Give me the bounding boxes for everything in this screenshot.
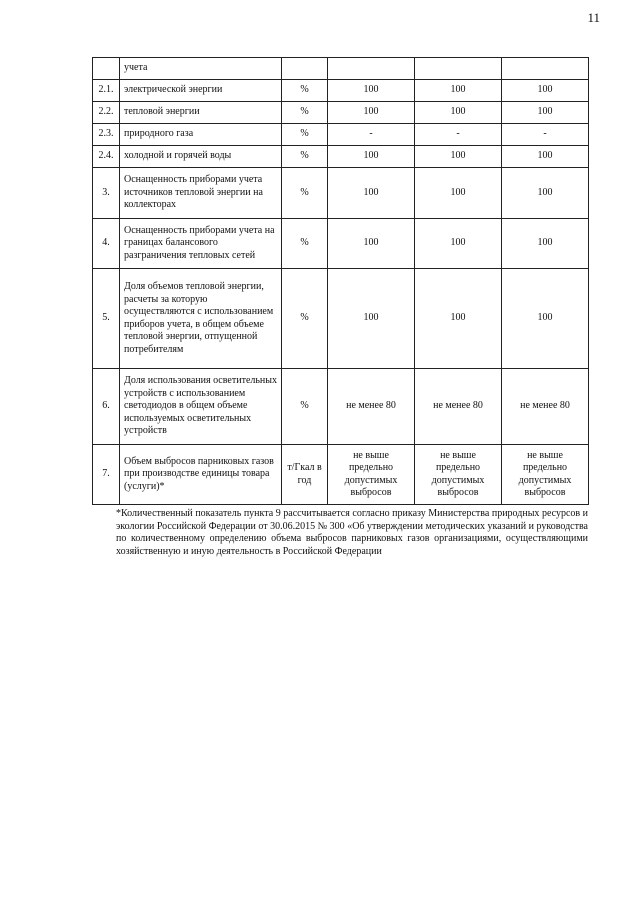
row-indicator-name: Оснащенность приборами учета источников тепловой энергии на коллекторах	[120, 168, 282, 219]
row-value-2: не менее 80	[415, 369, 502, 445]
row-value-3: 100	[502, 219, 589, 269]
row-value-3: 100	[502, 269, 589, 369]
row-value-3: 100	[502, 80, 589, 102]
row-unit: %	[282, 269, 328, 369]
table-row	[93, 445, 589, 505]
row-number: 3.	[93, 168, 120, 219]
row-value-1: 100	[328, 146, 415, 168]
row-number: 7.	[93, 445, 120, 505]
row-indicator-name: Доля использования осветительных устройств с использованием светодиодов в общем объеме используемых осветительных устройств	[120, 369, 282, 445]
row-number	[93, 58, 120, 80]
row-value-1: 100	[328, 168, 415, 219]
row-indicator-name: тепловой энергии	[120, 102, 282, 124]
row-value-1: 100	[328, 219, 415, 269]
table-row	[93, 168, 589, 219]
row-indicator-name: Объем выбросов парниковых газов при производстве единицы товара (услуги)*	[120, 445, 282, 505]
row-unit: %	[282, 219, 328, 269]
row-number: 2.1.	[93, 80, 120, 102]
row-value-2: 100	[415, 269, 502, 369]
table-row	[93, 146, 589, 168]
row-value-2: 100	[415, 80, 502, 102]
indicators-table	[92, 57, 589, 505]
row-value-1: -	[328, 124, 415, 146]
row-unit: %	[282, 168, 328, 219]
row-indicator-name: электрической энергии	[120, 80, 282, 102]
row-unit: %	[282, 102, 328, 124]
row-value-1: 100	[328, 102, 415, 124]
row-value-1: 100	[328, 269, 415, 369]
table-row	[93, 102, 589, 124]
row-value-3: не менее 80	[502, 369, 589, 445]
row-value-2: 100	[415, 168, 502, 219]
row-value-3: 100	[502, 146, 589, 168]
table-row	[93, 80, 589, 102]
row-unit: %	[282, 80, 328, 102]
footnote: *Количественный показатель пункта 9 рассчитывается согласно приказу Министерства природных ресурсов и экологии Российской Федерации от 30.06.2015 № 300 «Об утверждении методических указаний и руководства по количественному определению объема выбросов парниковых газов организациями, осуществляющими хозяйственную и иную деятельность в Российской Федерации	[116, 508, 588, 557]
row-value-3: -	[502, 124, 589, 146]
row-indicator-name: Оснащенность приборами учета на границах балансового разграничения тепловых сетей	[120, 219, 282, 269]
row-number: 5.	[93, 269, 120, 369]
row-value-1: не менее 80	[328, 369, 415, 445]
row-value-3	[502, 58, 589, 80]
table-row	[93, 219, 589, 269]
row-number: 6.	[93, 369, 120, 445]
row-unit: %	[282, 124, 328, 146]
row-indicator-name: природного газа	[120, 124, 282, 146]
row-number: 2.4.	[93, 146, 120, 168]
row-value-2: 100	[415, 102, 502, 124]
row-number: 2.2.	[93, 102, 120, 124]
row-value-3: 100	[502, 102, 589, 124]
row-value-2: не выше предельно допустимых выбросов	[415, 445, 502, 505]
row-value-1	[328, 58, 415, 80]
row-unit	[282, 58, 328, 80]
row-value-1: 100	[328, 80, 415, 102]
row-value-3: не выше предельно допустимых выбросов	[502, 445, 589, 505]
row-unit: %	[282, 146, 328, 168]
row-value-2	[415, 58, 502, 80]
page-number: 11	[587, 10, 600, 25]
row-value-3: 100	[502, 168, 589, 219]
row-unit: %	[282, 369, 328, 445]
row-number: 2.3.	[93, 124, 120, 146]
table-row	[93, 369, 589, 445]
table-row	[93, 58, 589, 80]
row-indicator-name: Доля объемов тепловой энергии, расчеты за которую осуществляются с использованием приборов учета, в общем объеме тепловой энергии, отпущенной потребителям	[120, 269, 282, 369]
row-indicator-name: холодной и горячей воды	[120, 146, 282, 168]
table-row	[93, 269, 589, 369]
row-indicator-name: учета	[120, 58, 282, 80]
row-unit: т/Гкал в год	[282, 445, 328, 505]
row-value-2: 100	[415, 146, 502, 168]
row-value-2: -	[415, 124, 502, 146]
table-row	[93, 124, 589, 146]
row-value-1: не выше предельно допустимых выбросов	[328, 445, 415, 505]
row-value-2: 100	[415, 219, 502, 269]
row-number: 4.	[93, 219, 120, 269]
